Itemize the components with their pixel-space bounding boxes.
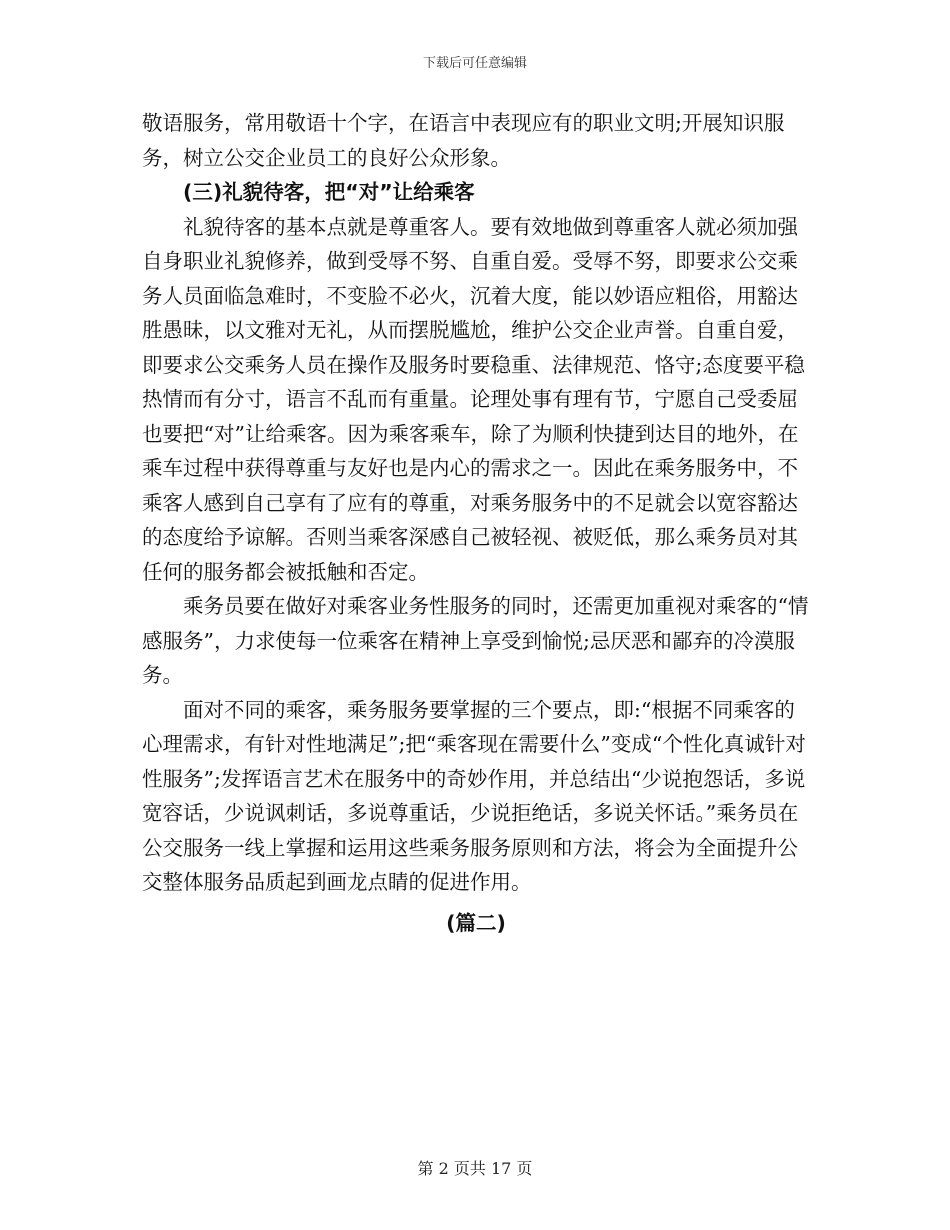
page-header: 下载后可任意编辑 (422, 56, 527, 71)
paragraph-three-points: 面对不同的乘客，乘务服务要掌握的三个要点，即:“根据不同乘客的心理需求，有针对性地满足”;把“乘客现在需要什么”变成“个性化真诚针对性服务”;发挥语言艺术在服务中的奇妙作用，并总结出“少说抱怨话，多说宽容话，少说讽刺话，多说尊重话，少说拒绝话，多说关怀话。”乘务员在公交服务一线上掌握和运用这些乘务服务原则和方法，将会为全面提升公交整体服务品质起到画龙点睛的促进作用。 (142, 697, 806, 894)
paragraph-continuation: 敬语服务，常用敬语十个字，在语言中表现应有的职业文明;开展知识服务，树立公交企业员工的良好公众形象。 (142, 111, 785, 170)
part-title: (篇二) (446, 910, 506, 935)
paragraph-courtesy: 礼貌待客的基本点就是尊重客人。要有效地做到尊重客人就必须加强自身职业礼貌修养，做到受辱不努、自重自爱。受辱不努，即要求公交乘务人员面临急难时，不变脸不必火，沉着大度，能以妙语应粗俗，用豁达胜愚昧，以文雅对无礼，从而摆脱尴尬，维护公交企业声誉。自重自爱，即要求公交乘务人员在操作及服务时要稳重、法律规范、恪守;态度要平稳热情而有分寸，语言不乱而有重量。论理处事有理有节，宁愿自己受委屈也要把“对”让给乘客。因为乘客乘车，除了为顺利快捷到达目的地外，在乘车过程中获得尊重与友好也是内心的需求之一。因此在乘务服务中，不乘客人感到自己享有了应有的尊重，对乘务服务中的不足就会以宽容豁达的态度给予谅解。否则当乘客深感自己被轻视、被贬低，那么乘务员对其任何的服务都会被抵触和否定。 (142, 214, 805, 584)
document-body (142, 106, 810, 940)
page-footer: 第 2 页共 17 页 (417, 1159, 533, 1178)
paragraph-emotional-service: 乘务员要在做好对乘客业务性服务的同时，还需更加重视对乘客的“情感服务”，力求使每一位乘客在精神上享受到愉悦;忌厌恶和鄙弃的冷漠服务。 (142, 594, 809, 687)
section-heading: (三)礼貌待客，把“对”让给乘客 (183, 180, 475, 204)
